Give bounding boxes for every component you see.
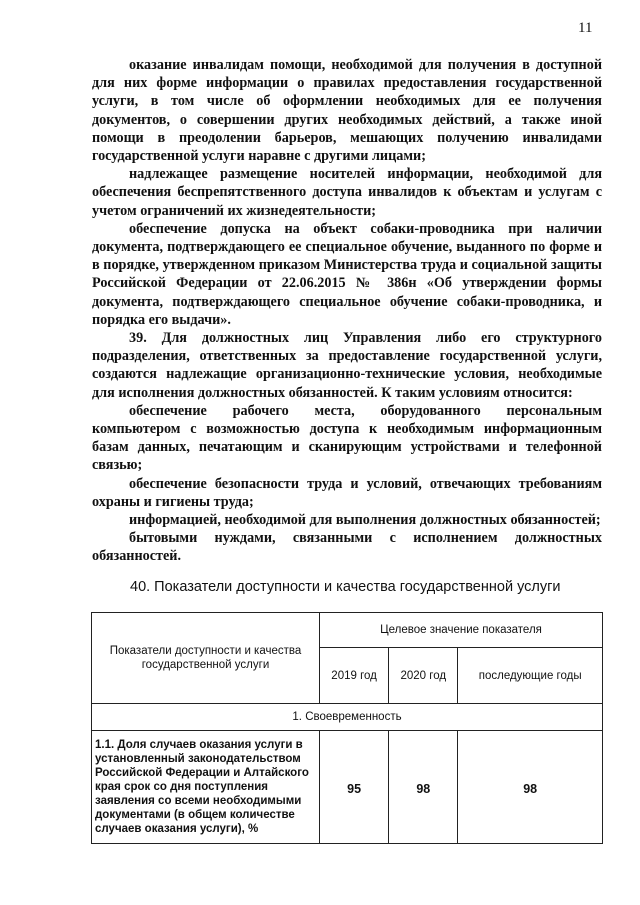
section-heading: 40. Показатели доступности и качества государственной услуги xyxy=(130,579,561,595)
header-target-value: Целевое значение показателя xyxy=(320,613,603,648)
table-header-row xyxy=(92,613,603,648)
table-section-row xyxy=(92,704,603,731)
body-text xyxy=(92,56,602,566)
header-year-2019: 2019 год xyxy=(320,648,389,704)
paragraph: обеспечение рабочего места, оборудованного персональным компьютером с возможностью доступа к необходимым информационным базам данных, печатающим и сканирующим устройствами и телефонной связью; xyxy=(92,402,602,474)
header-indicator: Показатели доступности и качества государственной услуги xyxy=(92,613,320,704)
paragraph: обеспечение безопасности труда и условий, отвечающих требованиям охраны и гигиены труда; xyxy=(92,475,602,510)
paragraph: надлежащее размещение носителей информации, необходимой для обеспечения беспрепятственного доступа инвалидов к объектам и услугам с учетом ограничений их жизнедеятельности; xyxy=(92,166,602,219)
value-2019: 95 xyxy=(320,731,389,844)
indicator-name: 1.1. Доля случаев оказания услуги в установленный законодательством Российской Федерации и Алтайского края срок со дня поступления заявления со всеми необходимыми документами (в общем количестве случаев оказания услуги), % xyxy=(92,731,320,844)
header-year-subsequent: последующие годы xyxy=(458,648,603,704)
paragraph: информацией, необходимой для выполнения должностных обязанностей; xyxy=(129,512,601,529)
paragraph: бытовыми нуждами, связанными с исполнением должностных обязанностей. xyxy=(92,530,602,565)
paragraph: оказание инвалидам помощи, необходимой для получения в доступной для них форме информации о правилах предоставления государственной услуги, в том числе об оформлении необходимых для ее получения документов, о совершении других необходимых действий, а также иной помощи в преодолении барьеров, мешающих получению инвалидами государственной услуги наравне с другими лицами; xyxy=(92,57,602,165)
value-subsequent: 98 xyxy=(458,731,603,844)
paragraph: 39. Для должностных лиц Управления либо его структурного подразделения, ответственных за предоставление государственной услуги, создаются надлежащие организационно-технические условия, необходимые для исполнения должностных обязанностей. К таким условиям относится: xyxy=(92,330,602,401)
paragraph: обеспечение допуска на объект собаки-проводника при наличии документа, подтверждающего ее специальное обучение, выданного по форме и в порядке, утвержденном приказом Министерства труда и социальной защиты Российской Федерации от 22.06.2015 № 386н «Об утверждении формы документа, подтверждающего специальное обучение собаки-проводника, и порядка его выдачи». xyxy=(92,220,602,328)
table-row xyxy=(92,731,603,844)
indicators-table xyxy=(91,612,603,844)
header-year-2020: 2020 год xyxy=(389,648,458,704)
section-title: 1. Своевременность xyxy=(92,704,603,731)
value-2020: 98 xyxy=(389,731,458,844)
page-number: 11 xyxy=(578,20,593,36)
